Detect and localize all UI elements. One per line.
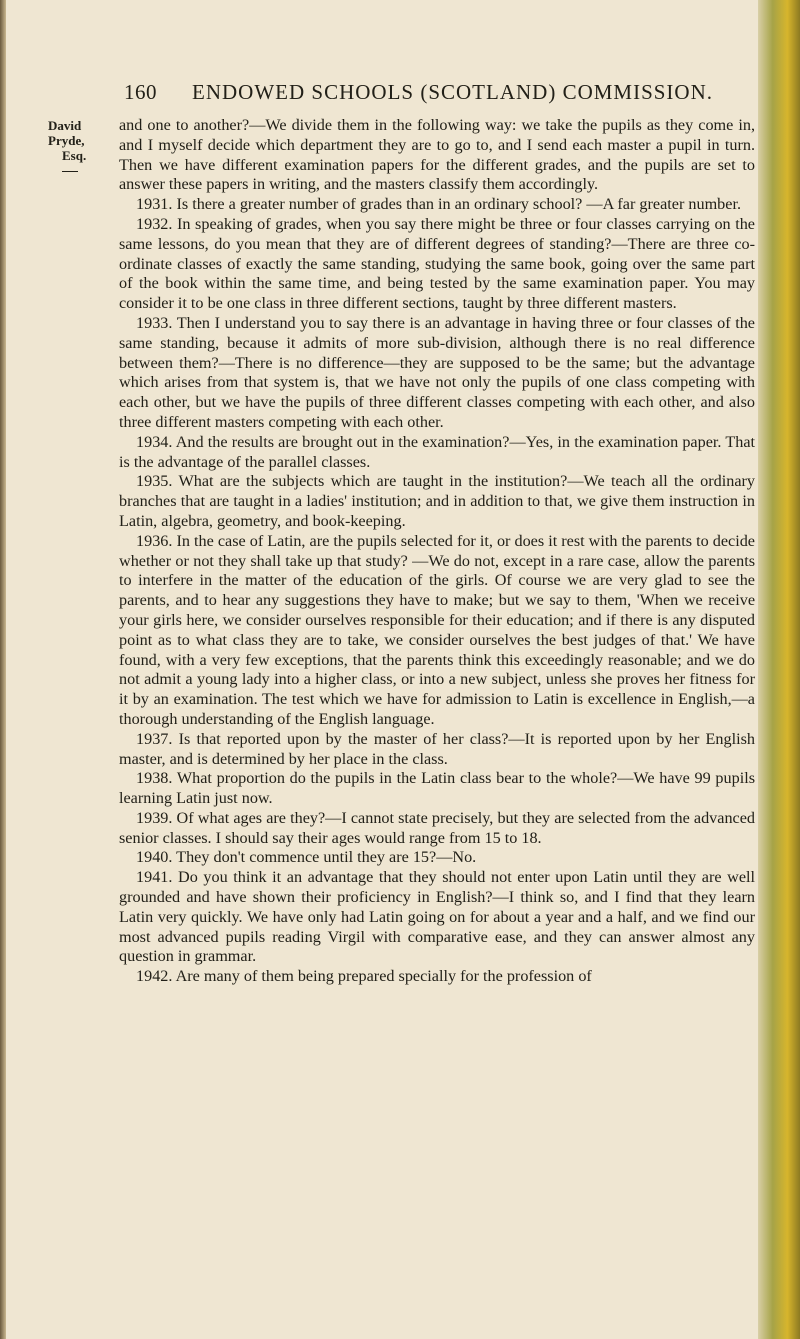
paragraph: 1940. They don't commence until they are 15?—No. <box>136 848 477 867</box>
paragraph: 1931. Is there a greater number of grades than in an ordinary school? —A far greater number. <box>136 195 742 214</box>
page-left-edge <box>0 0 6 1339</box>
paragraph: 1937. Is that reported upon by the master of her class?—It is reported upon by her English master, and is determined by her place in the class. <box>119 729 755 768</box>
page-number: 160 <box>124 80 157 104</box>
paragraph: 1933. Then I understand you to say there is an advantage in having three or four classes of the same standing, because it admits of more sub-division, although there is no real difference between them?—There is no difference—they are supposed to be the same; but the advantage which arises from that system is, that we have not only the pupils of one class competing with each other, but we have the pupils of three different classes competing with each other, and also three different masters competing with each other. <box>119 313 755 431</box>
paragraph: 1939. Of what ages are they?—I cannot state precisely, but they are selected from the advanced senior classes. I should say their ages would range from 15 to 18. <box>119 808 755 847</box>
margin-note-line: David <box>48 118 82 133</box>
margin-note-line: Esq. <box>62 148 87 163</box>
paragraph: 1935. What are the subjects which are taught in the institution?—We teach all the ordinary branches that are taught in a ladies' institution; and in addition to that, we give them instruction in Latin, algebra, geometry, and book-keeping. <box>119 472 755 530</box>
margin-note-line: Pryde, <box>48 133 85 148</box>
paragraph: 1938. What proportion do the pupils in the Latin class bear to the whole?—We have 99 pupils learning Latin just now. <box>119 769 755 808</box>
page-right-edge <box>758 0 800 1339</box>
paragraph: and one to another?—We divide them in the following way: we take the pupils as they come in, and I myself decide which department they are to go to, and I send each master a pupil in turn. Then we have different examination papers for the different grades, and the pupils are set to answer these papers in writing, and the masters classify them accordingly. <box>119 116 755 194</box>
margin-note-dash <box>62 171 78 172</box>
paragraph: 1936. In the case of Latin, are the pupils selected for it, or does it rest with the parents to decide whether or not they shall take up that study? —We do not, except in a rare case, allow the parents to interfere in the matter of the education of the girls. Of course we are very glad to see the parents, and to hear any suggestions they have to make; but we say to them, 'When we receive your girls here, we consider ourselves responsible for their education; and if there is any disputed point as to what class they are to take, we consider ourselves the best judges of that.' We have found, with a very few exceptions, that the parents think this exceedingly reasonable; and we do not admit a young lady into a higher class, or into a new subject, unless she proves her fitness for it by an examination. The test which we have for admission to Latin is excellence in English,—a thorough understanding of the English language. <box>119 531 755 728</box>
paragraph: 1934. And the results are brought out in the examination?—Yes, in the examination paper. That is the advantage of the parallel classes. <box>119 432 755 471</box>
body-text <box>119 116 755 987</box>
paragraph: 1942. Are many of them being prepared specially for the profession of <box>136 967 592 986</box>
paragraph: 1932. In speaking of grades, when you say there might be three or four classes carrying on the same lessons, do you mean that they are of different degrees of standing?—There are three co-ordinate classes of exactly the same standing, studying the same book, going over the same part of the book within the same time, and being tested by the same examination paper. You may consider it to be one class in three different sections, taught by three different masters. <box>119 214 755 313</box>
paragraph: 1941. Do you think it an advantage that they should not enter upon Latin until they are well grounded and have shown their proficiency in English?—I think so, and I find that they learn Latin very quickly. We have only had Latin going on for about a year and a half, and we find our most advanced pupils reading Virgil with comparative ease, and they can answer almost any question in grammar. <box>119 868 755 966</box>
margin-note-witness <box>48 118 106 172</box>
running-title: ENDOWED SCHOOLS (SCOTLAND) COMMISSION. <box>192 80 714 104</box>
